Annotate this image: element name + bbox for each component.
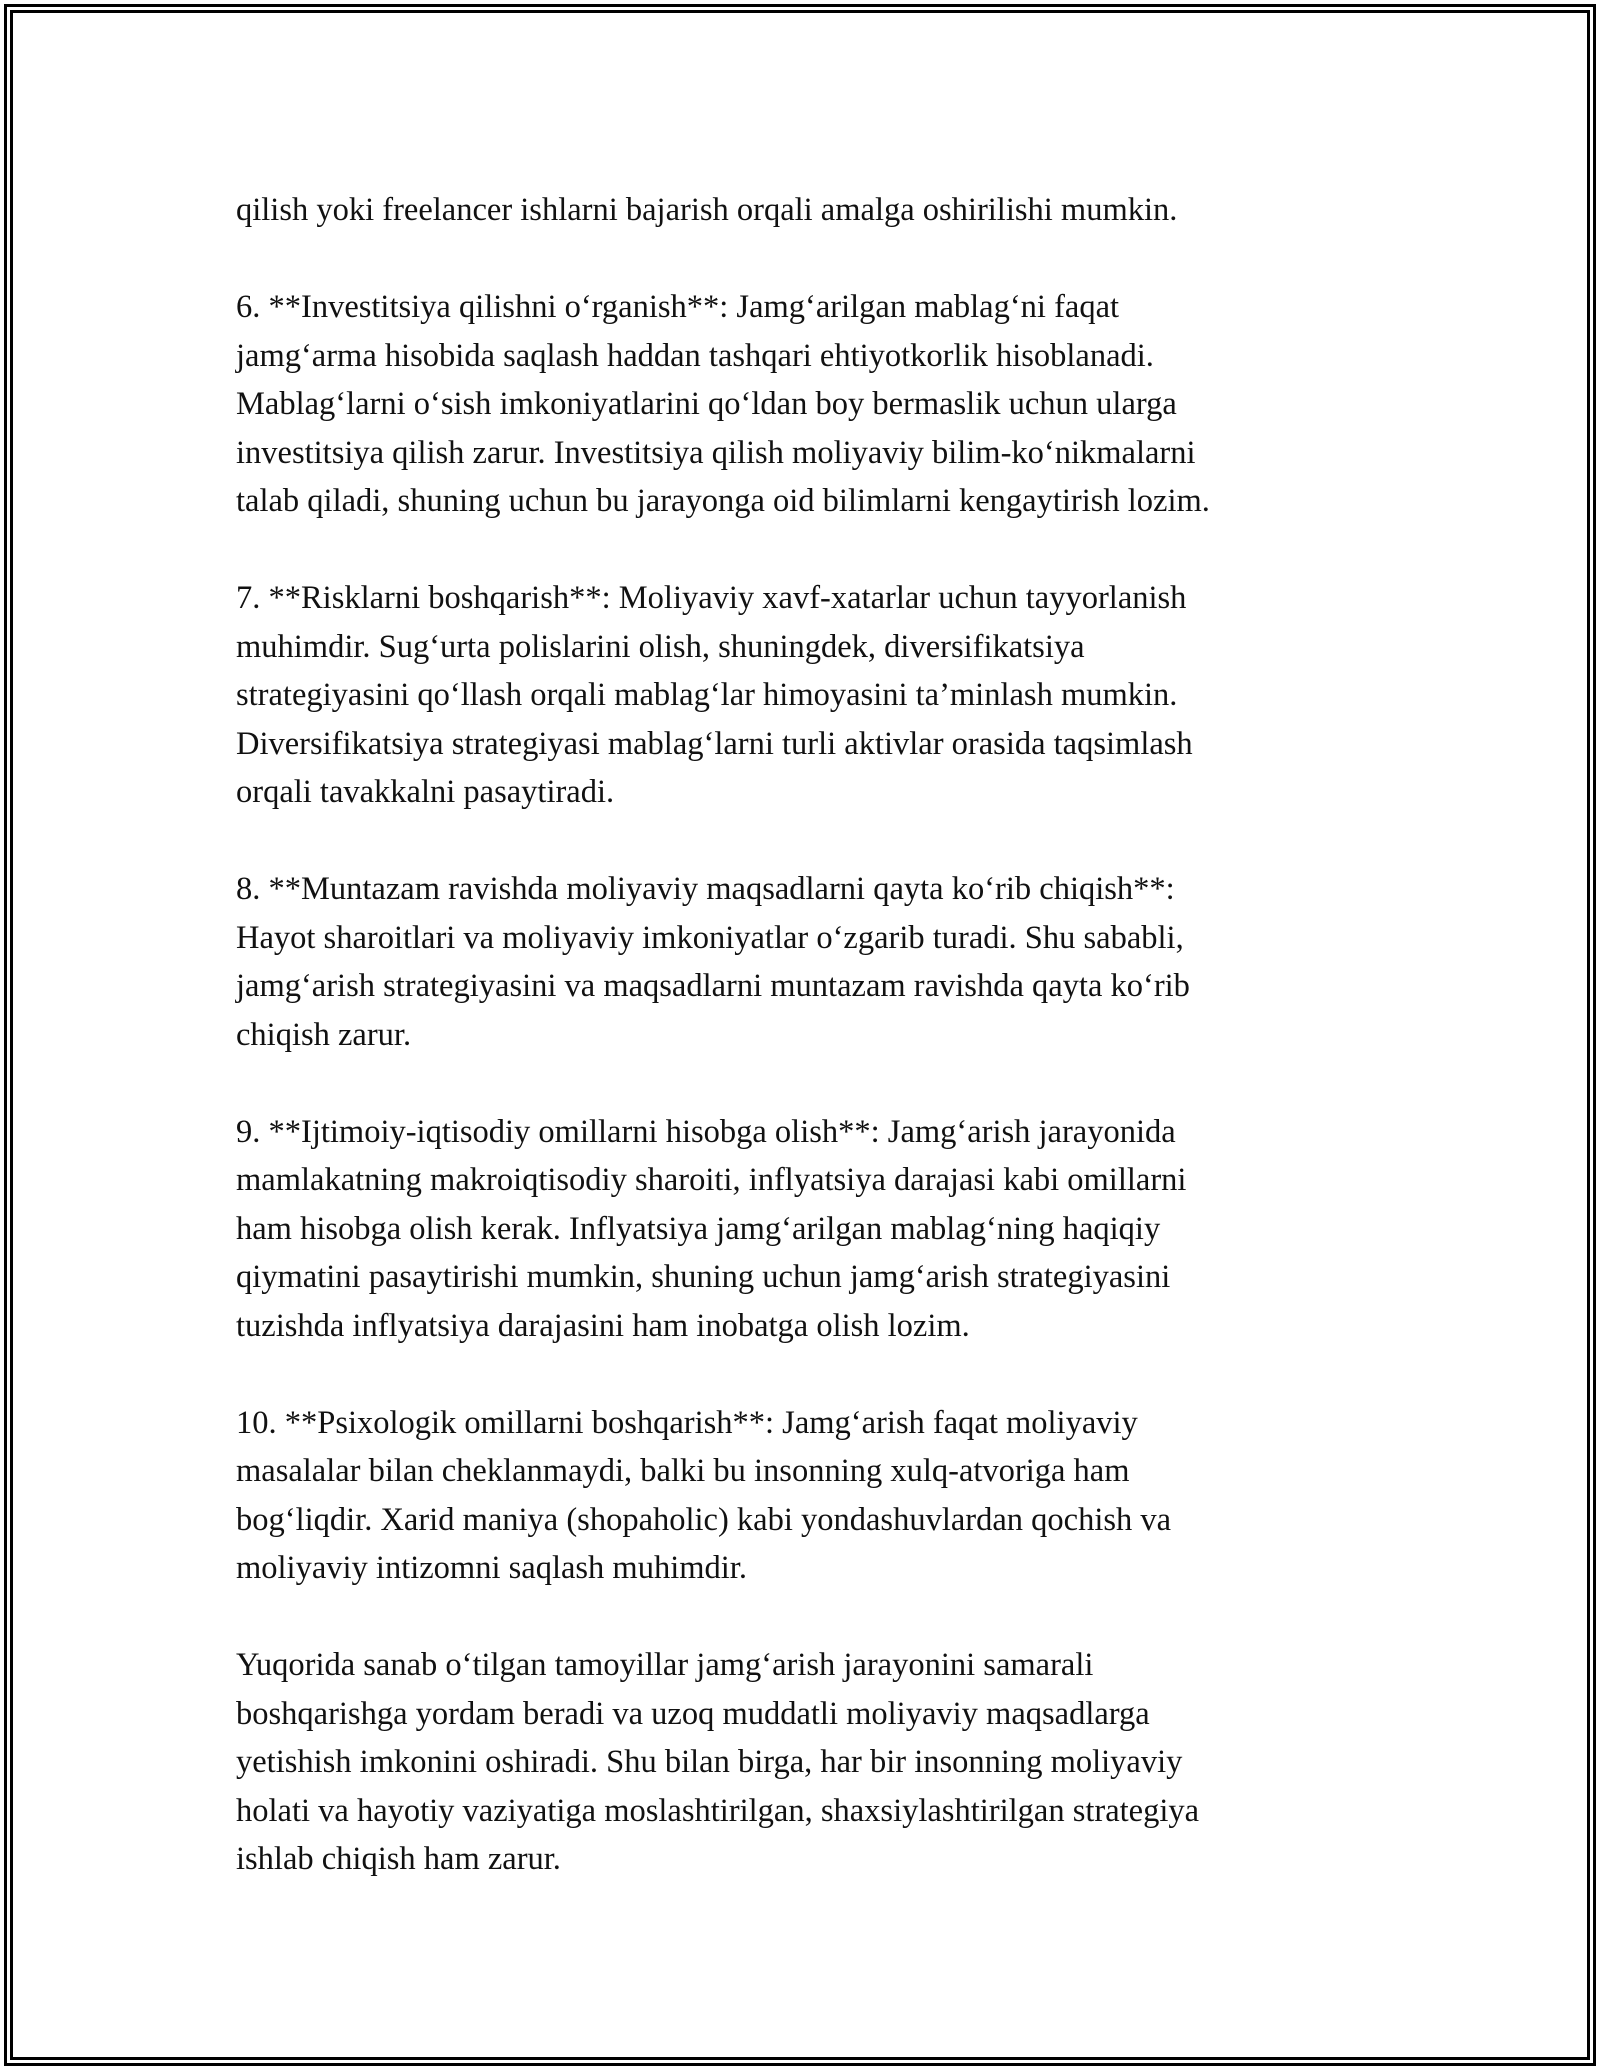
text-line: masalalar bilan cheklanmaydi, balki bu insonning xulq-atvoriga ham — [236, 1453, 1130, 1489]
text-line: 10. **Psixologik omillarni boshqarish**: Jamg‘arish faqat moliyaviy — [236, 1404, 1138, 1441]
text-line: jamg‘arish strategiyasini va maqsadlarni muntazam ravishda qayta ko‘rib — [236, 968, 1190, 1004]
text-line: chiqish zarur. — [236, 1016, 412, 1053]
text-line: 9. **Ijtimoiy-iqtisodiy omillarni hisobga olish**: Jamg‘arish jarayonida — [236, 1113, 1176, 1150]
paragraph-item-8 — [236, 865, 1366, 1059]
text-line: investitsiya qilish zarur. Investitsiya qilish moliyaviy bilim-ko‘nikmalarni — [236, 434, 1196, 471]
text-line: Mablag‘larni o‘sish imkoniyatlarini qo‘ldan boy bermaslik uchun ularga — [236, 386, 1177, 422]
paragraph-item-9 — [236, 1108, 1366, 1351]
text-line: strategiyasini qo‘llash orqali mablag‘lar himoyasini ta’minlash mumkin. — [236, 677, 1178, 713]
paragraph-item-10 — [236, 1399, 1366, 1593]
text-line: moliyaviy intizomni saqlash muhimdir. — [236, 1550, 747, 1586]
document-body — [236, 186, 1366, 1932]
text-line: orqali tavakkalni pasaytiradi. — [236, 774, 615, 810]
text-line: mamlakatning makroiqtisodiy sharoiti, inflyatsiya darajasi kabi omillarni — [236, 1162, 1187, 1198]
text-line: holati va hayotiy vaziyatiga moslashtirilgan, shaxsiylashtirilgan strategiya — [236, 1792, 1200, 1829]
paragraph-intro-continuation — [236, 186, 1366, 235]
paragraph-item-7 — [236, 574, 1366, 817]
paragraph-conclusion — [236, 1641, 1366, 1884]
text-line: boshqarishga yordam beradi va uzoq muddatli moliyaviy maqsadlarga — [236, 1695, 1150, 1732]
text-line: 7. **Risklarni boshqarish**: Moliyaviy xavf-xatarlar uchun tayyorlanish — [236, 580, 1187, 616]
text-line: Hayot sharoitlari va moliyaviy imkoniyatlar o‘zgarib turadi. Shu sababli, — [236, 919, 1184, 956]
text-line: talab qiladi, shuning uchun bu jarayonga oid bilimlarni kengaytirish lozim. — [236, 483, 1210, 519]
text-line: 8. **Muntazam ravishda moliyaviy maqsadlarni qayta ko‘rib chiqish**: — [236, 871, 1175, 907]
text-line: Diversifikatsiya strategiyasi mablag‘larni turli aktivlar orasida taqsimlash — [236, 725, 1193, 762]
text-line: 6. **Investitsiya qilishni o‘rganish**: Jamg‘arilgan mablag‘ni faqat — [236, 289, 1120, 325]
text-line: qiymatini pasaytirishi mumkin, shuning uchun jamg‘arish strategiyasini — [236, 1259, 1171, 1295]
text-line: qilish yoki freelancer ishlarni bajarish orqali amalga oshirilishi mumkin. — [236, 192, 1178, 228]
text-line: yetishish imkonini oshiradi. Shu bilan birga, har bir insonning moliyaviy — [236, 1744, 1183, 1780]
text-line: ham hisobga olish kerak. Inflyatsiya jamg‘arilgan mablag‘ning haqiqiy — [236, 1210, 1161, 1247]
text-line: muhimdir. Sug‘urta polislarini olish, shuningdek, diversifikatsiya — [236, 628, 1085, 665]
text-line: jamg‘arma hisobida saqlash haddan tashqari ehtiyotkorlik hisoblanadi. — [236, 337, 1154, 374]
paragraph-item-6 — [236, 283, 1366, 526]
text-line: tuzishda inflyatsiya darajasini ham inobatga olish lozim. — [236, 1307, 970, 1344]
text-line: Yuqorida sanab o‘tilgan tamoyillar jamg‘arish jarayonini samarali — [236, 1647, 1094, 1683]
text-line: bog‘liqdir. Xarid maniya (shopaholic) kabi yondashuvlardan qochish va — [236, 1501, 1172, 1538]
text-line: ishlab chiqish ham zarur. — [236, 1841, 561, 1877]
